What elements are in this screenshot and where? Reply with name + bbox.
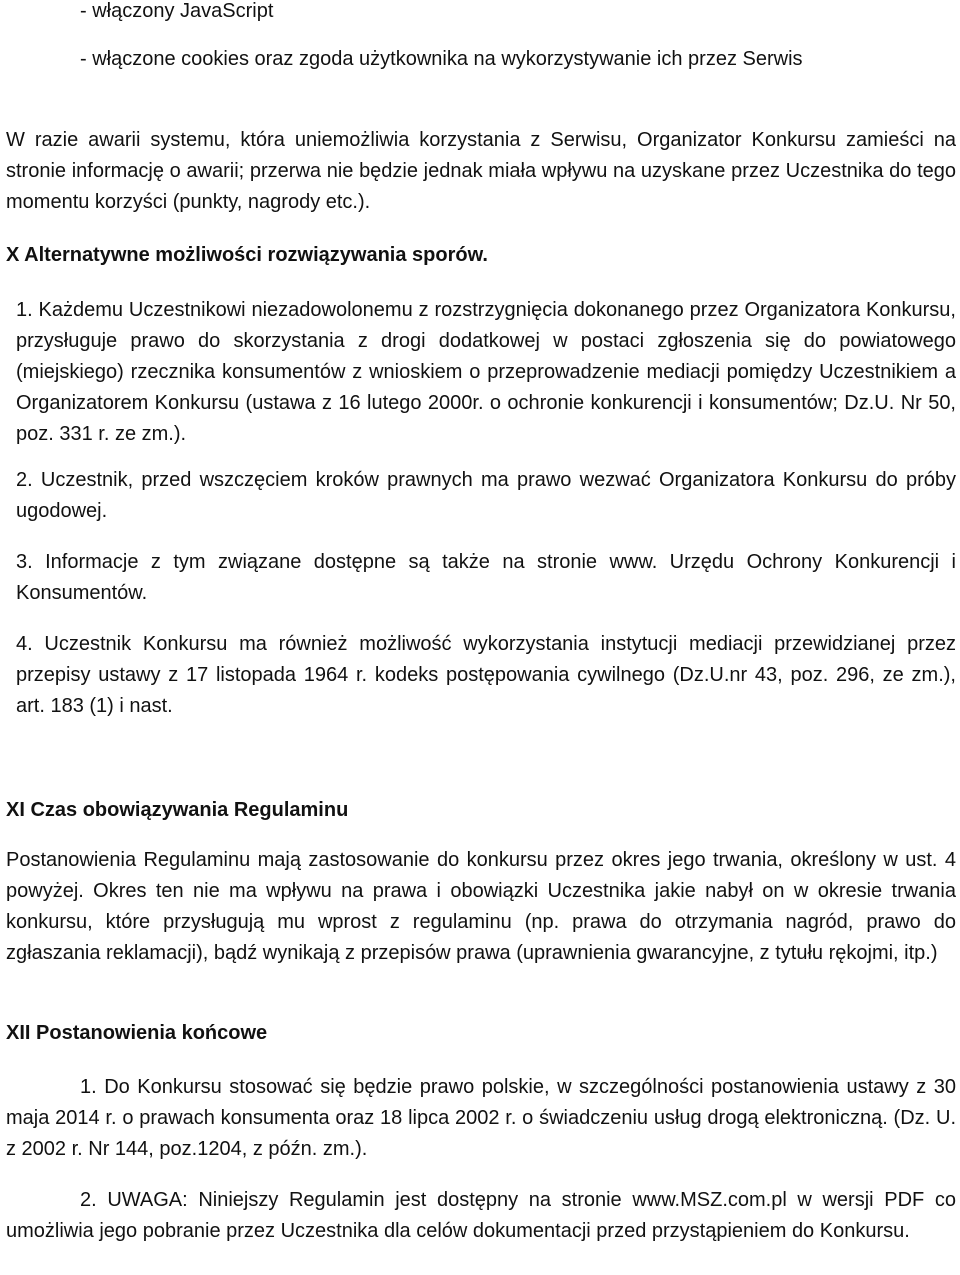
section-x-item-1: 1. Każdemu Uczestnikowi niezadowolonemu z rozstrzygnięcia dokonanego przez Organizatora Konkursu, przysługuje prawo do skorzystania z drogi dodatkowej w postaci zgłoszenia się do powiatowego (miejskiego) rzecznika konsumentów z wnioskiem o przeprowadzenie mediacji pomiędzy Uczestnikiem a Organizatorem Konkursu (ustawa z 16 lutego 2000r. o ochronie konkurencji i konsumentów; Dz.U. Nr 50, poz. 331 r. ze zm.).: [16, 299, 956, 445]
section-xi-heading: XI Czas obowiązywania Regulaminu: [6, 799, 349, 821]
paragraph-system-failure: W razie awarii systemu, która uniemożliwia korzystania z Serwisu, Organizator Konkursu zamieści na stronie informację o awarii; przerwa nie będzie jednak miała wpływu na uzyskane przez Uczestnika do tego momentu korzyści (punkty, nagrody etc.).: [6, 129, 956, 213]
section-xii-heading: XII Postanowienia końcowe: [6, 1022, 268, 1044]
requirement-javascript: - włączony JavaScript: [80, 0, 274, 22]
section-x-heading: X Alternatywne możliwości rozwiązywania sporów.: [6, 244, 488, 266]
section-xii-item-1: 1. Do Konkursu stosować się będzie prawo polskie, w szczególności postanowienia ustawy z 30 maja 2014 r. o prawach konsumenta oraz 18 lipca 2002 r. o świadczeniu usług drogą elektroniczną. (Dz. U. z 2002 r. Nr 144, poz.1204, z późn. zm.).: [6, 1076, 956, 1160]
section-x-item-2: 2. Uczestnik, przed wszczęciem kroków prawnych ma prawo wezwać Organizatora Konkursu do próby ugodowej.: [16, 469, 956, 522]
section-xi-text: Postanowienia Regulaminu mają zastosowanie do konkursu przez okres jego trwania, określony w ust. 4 powyżej. Okres ten nie ma wpływu na prawa i obowiązki Uczestnika jakie nabył on w okresie trwania konkursu, które przysługują mu wprost z regulaminu (np. prawa do otrzymania nagród, prawo do zgłaszania reklamacji), bądź wynikają z przepisów prawa (uprawnienia gwarancyjne, z tytułu rękojmi, itp.): [6, 849, 956, 964]
section-x-item-3: 3. Informacje z tym związane dostępne są także na stronie www. Urzędu Ochrony Konkurencji i Konsumentów.: [16, 551, 956, 604]
section-xii-item-2: 2. UWAGA: Niniejszy Regulamin jest dostępny na stronie www.MSZ.com.pl w wersji PDF co umożliwia jego pobranie przez Uczestnika dla celów dokumentacji przed przystąpieniem do Konkursu.: [6, 1189, 956, 1242]
requirement-cookies: - włączone cookies oraz zgoda użytkownika na wykorzystywanie ich przez Serwis: [80, 48, 803, 70]
section-x-item-4: 4. Uczestnik Konkursu ma również możliwość wykorzystania instytucji mediacji przewidzianej przez przepisy ustawy z 17 listopada 1964 r. kodeks postępowania cywilnego (Dz.U.nr 43, poz. 296, ze zm.), art. 183 (1) i nast.: [16, 633, 956, 717]
